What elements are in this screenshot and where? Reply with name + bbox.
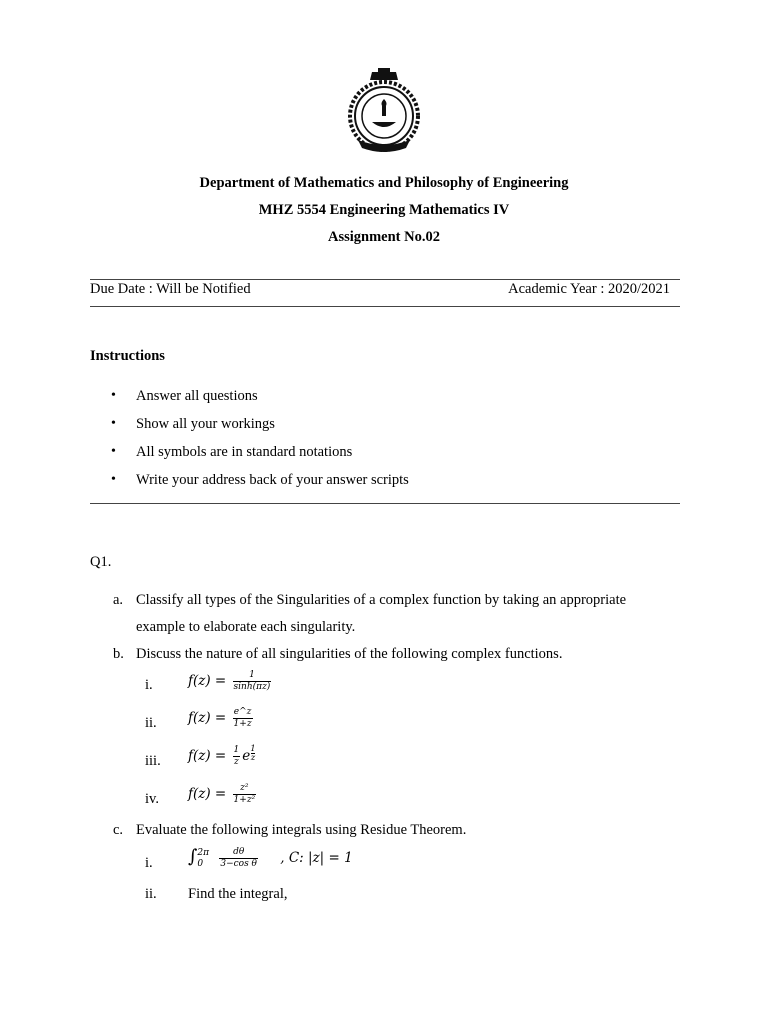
divider-header-bottom bbox=[90, 306, 680, 307]
fraction bbox=[233, 707, 253, 730]
part-b-text: Discuss the nature of all singularities of the following complex functions. bbox=[136, 646, 563, 662]
divider-top bbox=[90, 279, 680, 280]
part-b-label: b. bbox=[113, 646, 124, 662]
denominator: 1+z² bbox=[233, 795, 256, 805]
item-label: iv. bbox=[145, 791, 159, 807]
numerator: 1 bbox=[249, 670, 255, 680]
denominator: sinh(πz) bbox=[233, 682, 271, 692]
part-c-label: c. bbox=[113, 822, 124, 838]
numerator: z² bbox=[240, 783, 249, 793]
university-logo bbox=[344, 66, 424, 152]
numerator: 1 bbox=[233, 745, 240, 755]
integral-limits bbox=[197, 848, 209, 870]
item-text: Find the integral, bbox=[188, 886, 288, 902]
function-b-i bbox=[188, 670, 273, 693]
bullet: • bbox=[111, 416, 116, 431]
bullet: • bbox=[111, 388, 116, 403]
exponent-numerator: 1 bbox=[250, 744, 256, 754]
bullet: • bbox=[111, 472, 116, 487]
function-lhs: f(z) = bbox=[188, 673, 227, 689]
part-a-label: a. bbox=[113, 592, 124, 608]
department-title: Department of Mathematics and Philosophy of Engineering bbox=[199, 175, 569, 191]
fraction bbox=[219, 847, 258, 870]
denominator: 1+z bbox=[233, 719, 252, 729]
integral-sign: ∫ bbox=[188, 846, 198, 867]
instruction-item: Answer all questions bbox=[136, 388, 258, 404]
numerator: dθ bbox=[233, 847, 245, 857]
item-label: i. bbox=[145, 855, 153, 871]
part-c-text: Evaluate the following integrals using Residue Theorem. bbox=[136, 822, 467, 838]
fraction bbox=[233, 670, 272, 693]
due-date: Due Date : Will be Notified bbox=[90, 281, 251, 297]
divider-instructions-bottom bbox=[90, 503, 680, 504]
exponent-denominator: z bbox=[250, 753, 256, 763]
numerator: e^z bbox=[233, 707, 252, 717]
item-label: iii. bbox=[145, 753, 161, 769]
contour-condition: , C: |z| = 1 bbox=[280, 850, 353, 866]
fraction bbox=[233, 783, 257, 806]
exponential-base: e bbox=[242, 748, 251, 764]
function-lhs: f(z) = bbox=[188, 748, 227, 764]
item-label: ii. bbox=[145, 715, 157, 731]
item-label: ii. bbox=[145, 886, 157, 902]
function-b-iv bbox=[188, 783, 258, 806]
instruction-item: Write your address back of your answer scripts bbox=[136, 472, 409, 488]
instructions-title: Instructions bbox=[90, 348, 165, 364]
denominator: z bbox=[234, 757, 239, 767]
course-title: MHZ 5554 Engineering Mathematics IV bbox=[258, 202, 510, 218]
integral-c-i bbox=[188, 846, 353, 870]
bullet: • bbox=[111, 444, 116, 459]
upper-limit: 2π bbox=[197, 847, 210, 858]
academic-year: Academic Year : 2020/2021 bbox=[508, 281, 670, 297]
part-a-text-continued: example to elaborate each singularity. bbox=[136, 619, 356, 635]
instruction-item: All symbols are in standard notations bbox=[136, 444, 353, 460]
function-lhs: f(z) = bbox=[188, 710, 227, 726]
item-label: i. bbox=[145, 677, 153, 693]
assignment-title: Assignment No.02 bbox=[328, 229, 440, 245]
question-label: Q1. bbox=[90, 554, 112, 570]
function-b-ii bbox=[188, 707, 255, 730]
function-b-iii bbox=[188, 745, 256, 768]
part-a-text: Classify all types of the Singularities of a complex function by taking an appropriate bbox=[136, 592, 627, 608]
fraction bbox=[233, 745, 241, 768]
instruction-item: Show all your workings bbox=[136, 416, 275, 432]
exponent-fraction bbox=[250, 745, 255, 762]
lower-limit: 0 bbox=[197, 858, 204, 869]
denominator: 3−cos θ bbox=[220, 859, 257, 869]
function-lhs: f(z) = bbox=[188, 786, 227, 802]
